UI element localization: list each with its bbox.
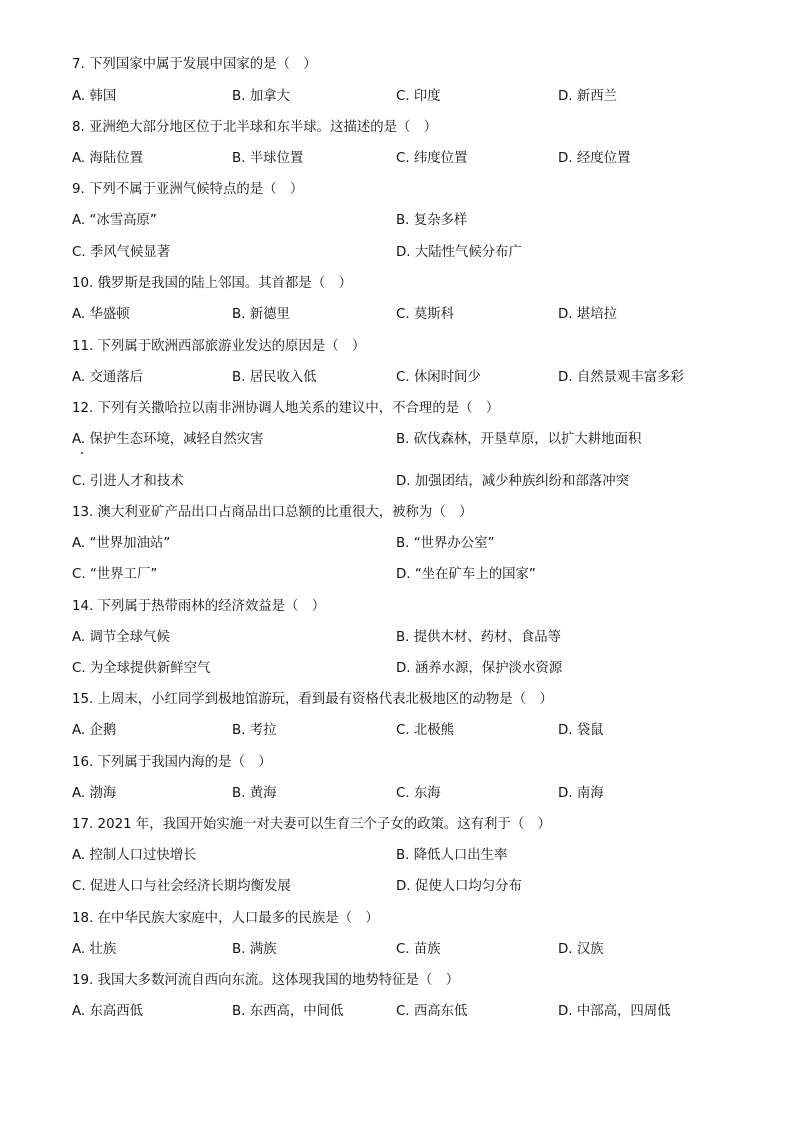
question-13-options-row1 xyxy=(72,533,754,555)
option-c: C. 季风气候显著 xyxy=(72,245,171,260)
option-b: B. 新德里 xyxy=(232,307,290,322)
option-d: D. 新西兰 xyxy=(558,89,617,104)
option-b: B. 黄海 xyxy=(232,786,277,801)
question-8-stem: 8. 亚洲绝大部分地区位于北半球和东半球。这描述的是（ ） xyxy=(72,120,438,135)
option-b: B. 满族 xyxy=(232,942,277,957)
option-d: D. 大陆性气候分布广 xyxy=(396,245,522,260)
option-d: D. 涵养水源，保护淡水资源 xyxy=(396,661,563,676)
option-b: B. 加拿大 xyxy=(232,89,290,104)
option-d: D. “坐在矿车上的国家” xyxy=(396,567,536,582)
question-8-options xyxy=(72,148,754,170)
option-b: B. 提供木材、药材、食品等 xyxy=(396,630,561,645)
option-d: D. 加强团结，减少种族纠纷和部落冲突 xyxy=(396,474,630,489)
question-17-options-row2 xyxy=(72,876,754,898)
option-c: C. 为全球提供新鲜空气 xyxy=(72,661,211,676)
question-7-options xyxy=(72,86,754,108)
option-a: A. 保护生态环境，减轻自然灾害 xyxy=(72,432,264,447)
option-b: B. 砍伐森林，开垦草原，以扩大耕地面积 xyxy=(396,432,642,447)
option-b: B. 居民收入低 xyxy=(232,370,317,385)
option-c: C. 东海 xyxy=(396,786,441,801)
option-b: B. 复杂多样 xyxy=(396,213,468,228)
question-17-options-row1 xyxy=(72,845,754,867)
question-17-stem: 17. 2021 年，我国开始实施一对夫妻可以生育三个子女的政策。这有利于（ ） xyxy=(72,817,551,832)
option-b: B. “世界办公室” xyxy=(396,536,495,551)
option-c: C. 引进人才和技术 xyxy=(72,474,184,489)
stray-dot xyxy=(81,452,83,454)
option-b: B. 考拉 xyxy=(232,723,277,738)
option-c: C. 休闲时间少 xyxy=(396,370,481,385)
question-14-options-row2 xyxy=(72,658,754,680)
option-c: C. 促进人口与社会经济长期均衡发展 xyxy=(72,879,291,894)
question-11-stem: 11. 下列属于欧洲西部旅游业发达的原因是（ ） xyxy=(72,339,366,354)
question-16-options xyxy=(72,783,754,805)
question-9-stem: 9. 下列不属于亚洲气候特点的是（ ） xyxy=(72,182,304,197)
question-15-options xyxy=(72,720,754,742)
question-12-options-row2 xyxy=(72,471,754,493)
option-a: A. 交通落后 xyxy=(72,370,143,385)
option-d: D. 自然景观丰富多彩 xyxy=(558,370,684,385)
option-a: A. “冰雪高原” xyxy=(72,213,157,228)
option-a: A. 调节全球气候 xyxy=(72,630,170,645)
question-14-stem: 14. 下列属于热带雨林的经济效益是（ ） xyxy=(72,599,326,614)
option-a: A. 海陆位置 xyxy=(72,151,143,166)
question-10-options xyxy=(72,304,754,326)
option-d: D. 促使人口均匀分布 xyxy=(396,879,522,894)
question-9-options-row2 xyxy=(72,242,754,264)
question-13-stem: 13. 澳大利亚矿产品出口占商品出口总额的比重很大，被称为（ ） xyxy=(72,505,473,520)
option-d: D. 堪培拉 xyxy=(558,307,617,322)
option-c: C. 印度 xyxy=(396,89,441,104)
option-b: B. 东西高，中间低 xyxy=(232,1004,344,1019)
question-12-options-row1 xyxy=(72,429,754,451)
option-a: A. 壮族 xyxy=(72,942,117,957)
option-a: A. “世界加油站” xyxy=(72,536,171,551)
question-10-stem: 10. 俄罗斯是我国的陆上邻国。其首都是（ ） xyxy=(72,276,352,291)
option-b: B. 半球位置 xyxy=(232,151,304,166)
question-13-options-row2 xyxy=(72,564,754,586)
option-d: D. 中部高，四周低 xyxy=(558,1004,671,1019)
option-b: B. 降低人口出生率 xyxy=(396,848,508,863)
option-c: C. 北极熊 xyxy=(396,723,455,738)
question-12-stem: 12. 下列有关撒哈拉以南非洲协调人地关系的建议中，不合理的是（ ） xyxy=(72,401,500,416)
question-14-options-row1 xyxy=(72,627,754,649)
question-16-stem: 16. 下列属于我国内海的是（ ） xyxy=(72,755,272,770)
question-7-stem: 7. 下列国家中属于发展中国家的是（ ） xyxy=(72,57,317,72)
option-d: D. 南海 xyxy=(558,786,604,801)
option-a: A. 企鹅 xyxy=(72,723,117,738)
option-a: A. 控制人口过快增长 xyxy=(72,848,197,863)
question-11-options xyxy=(72,367,754,389)
option-d: D. 经度位置 xyxy=(558,151,631,166)
option-d: D. 汉族 xyxy=(558,942,604,957)
option-a: A. 韩国 xyxy=(72,89,117,104)
option-c: C. 纬度位置 xyxy=(396,151,468,166)
question-19-options xyxy=(72,1001,754,1023)
option-c: C. “世界工厂” xyxy=(72,567,158,582)
option-d: D. 袋鼠 xyxy=(558,723,604,738)
option-c: C. 苗族 xyxy=(396,942,441,957)
question-19-stem: 19. 我国大多数河流自西向东流。这体现我国的地势特征是（ ） xyxy=(72,973,460,988)
option-c: C. 莫斯科 xyxy=(396,307,455,322)
option-a: A. 东高西低 xyxy=(72,1004,143,1019)
option-a: A. 华盛顿 xyxy=(72,307,130,322)
question-18-stem: 18. 在中华民族大家庭中，人口最多的民族是（ ） xyxy=(72,911,379,926)
option-c: C. 西高东低 xyxy=(396,1004,468,1019)
question-18-options xyxy=(72,939,754,961)
question-15-stem: 15. 上周末，小红同学到极地馆游玩，看到最有资格代表北极地区的动物是（ ） xyxy=(72,692,553,707)
question-9-options-row1 xyxy=(72,210,754,232)
option-a: A. 渤海 xyxy=(72,786,117,801)
